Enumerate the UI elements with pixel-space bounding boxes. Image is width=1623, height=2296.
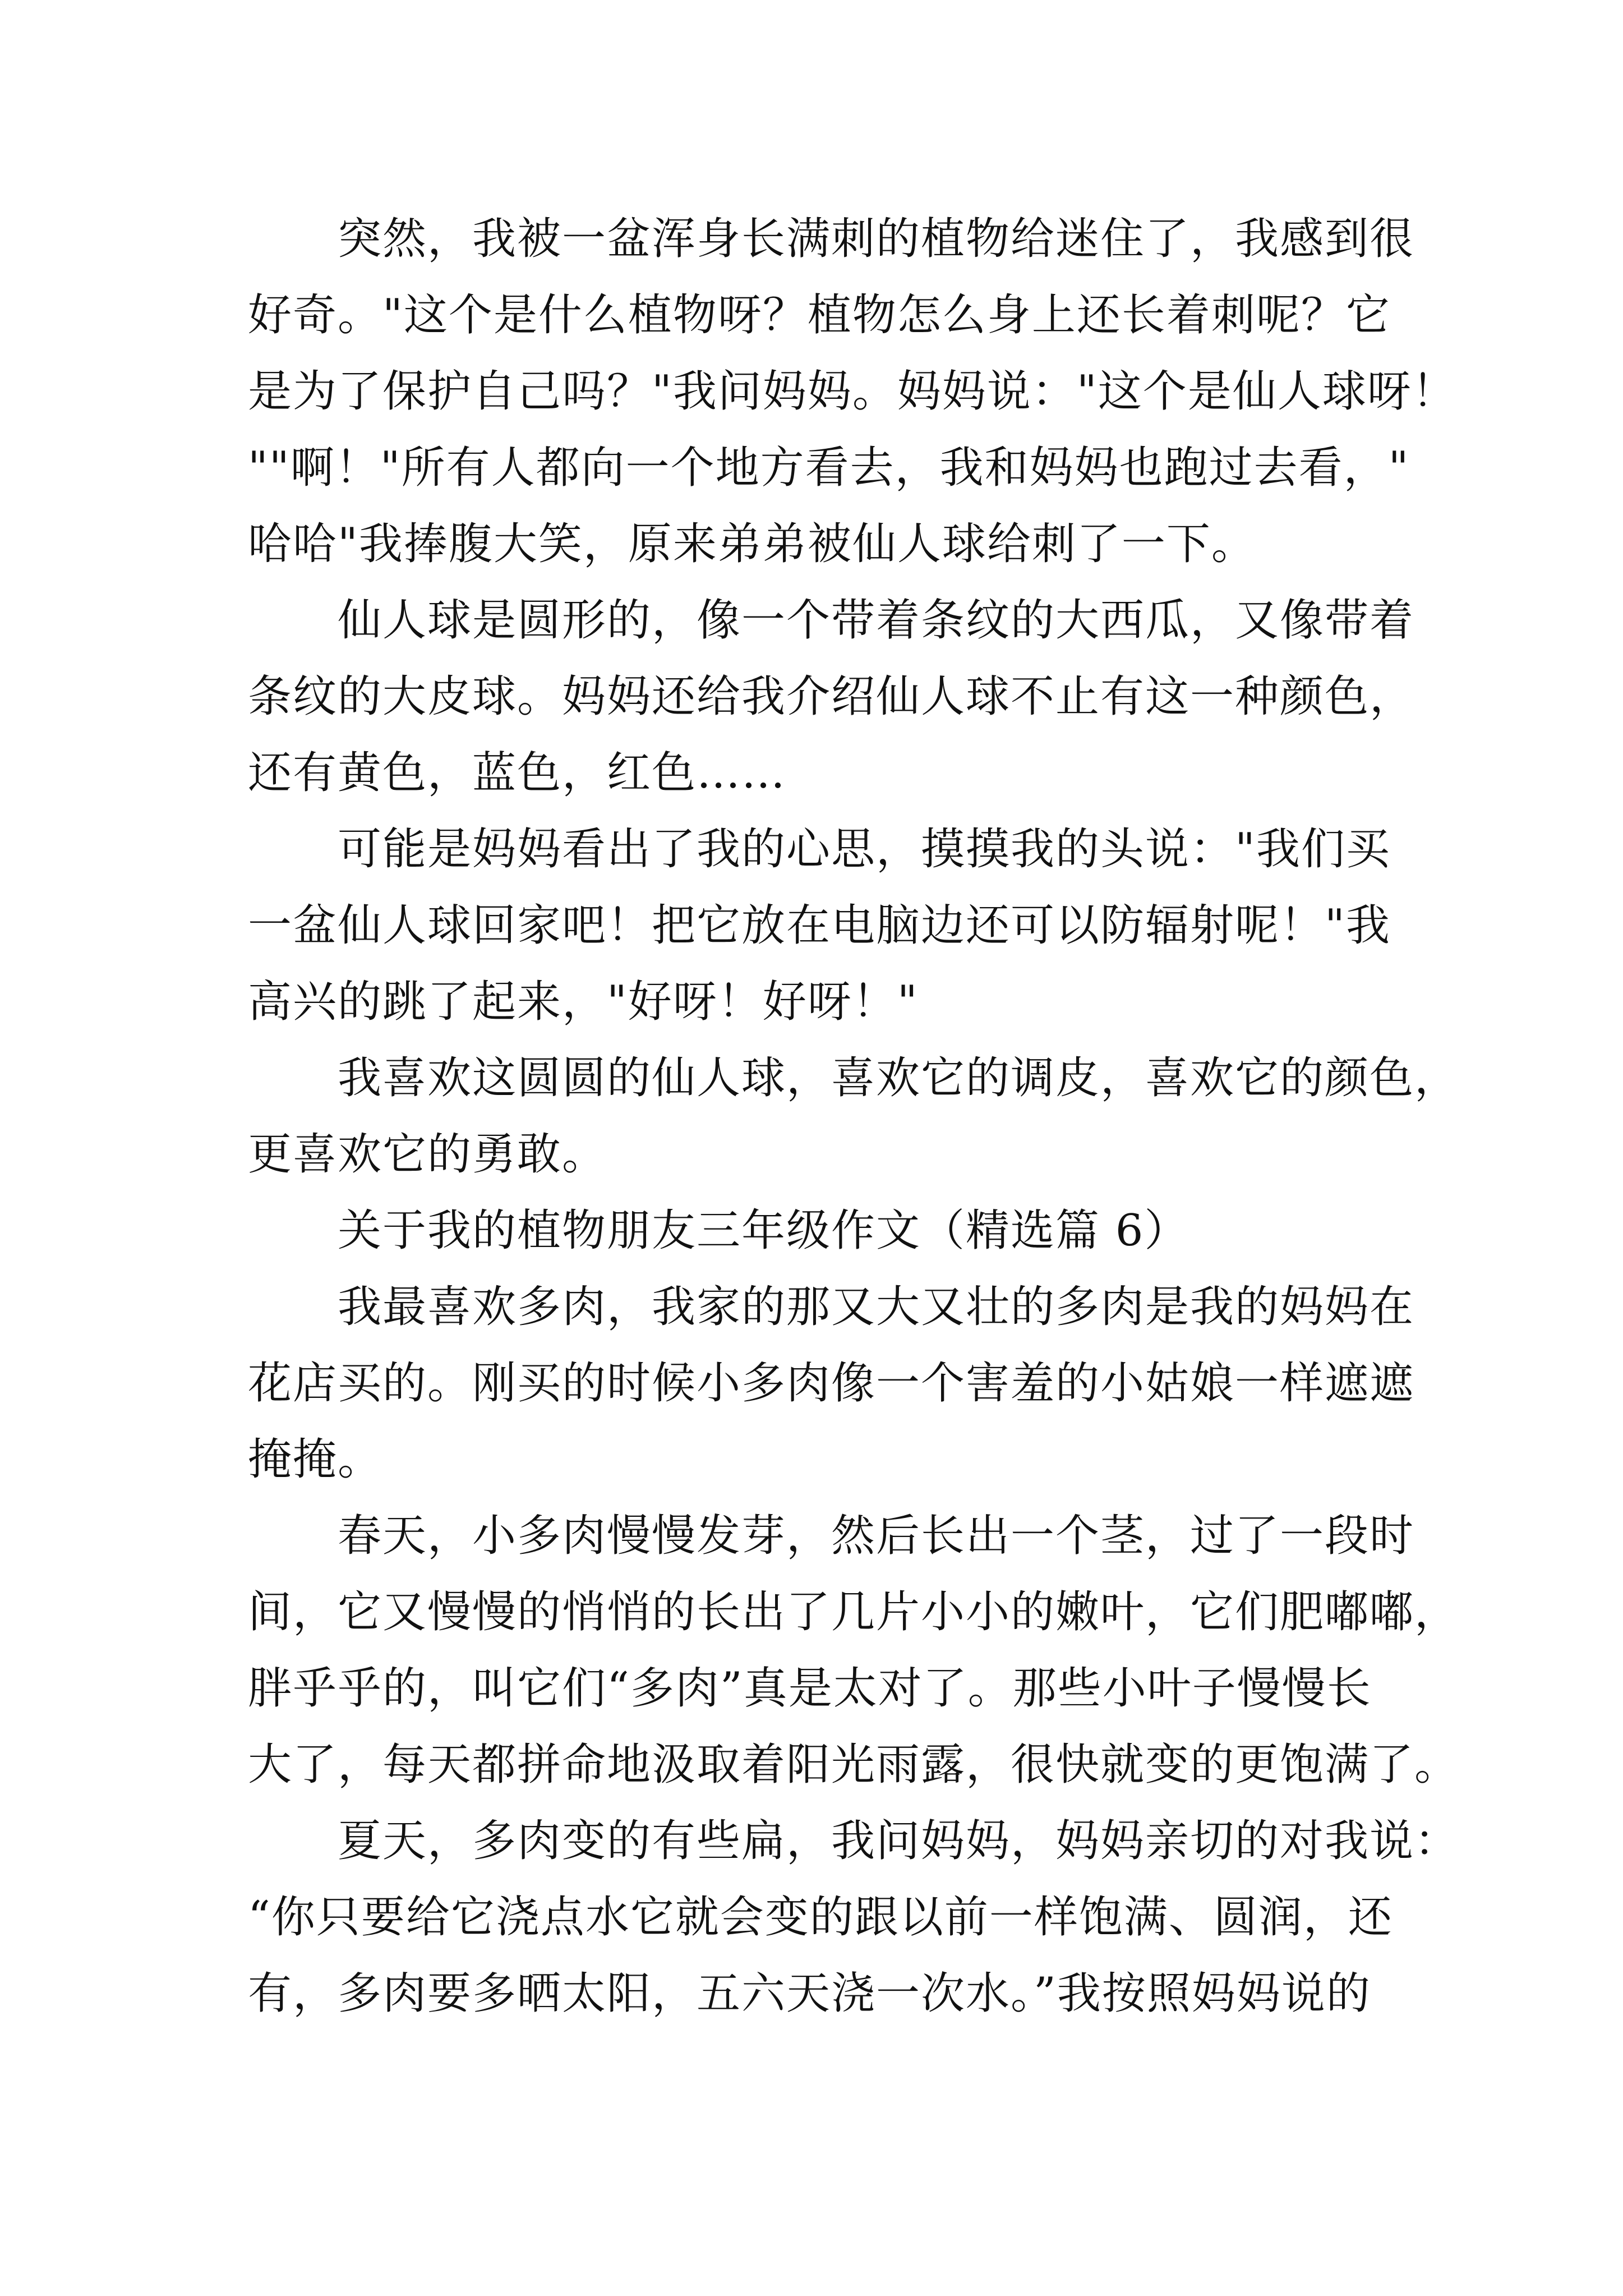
text-line: “你只要给它浇点水它就会变的跟以前一样饱满、圆润，还 xyxy=(248,1892,1393,1943)
text-line: 我最喜欢多肉，我家的那又大又壮的多肉是我的妈妈在 xyxy=(338,1282,1415,1332)
text-line: 好奇。"这个是什么植物呀？植物怎么身上还长着刺呢？它 xyxy=(248,290,1391,341)
section-heading: 关于我的植物朋友三年级作文（精选篇 6） xyxy=(338,1205,1189,1256)
text-line: 有，多肉要多晒太阳，五六天浇一次水。”我按照妈妈说的 xyxy=(248,1968,1371,2019)
text-line: 突然，我被一盆浑身长满刺的植物给迷住了，我感到很 xyxy=(338,214,1415,264)
text-line: 我喜欢这圆圆的仙人球，喜欢它的调皮，喜欢它的颜色， xyxy=(338,1053,1460,1103)
text-line: 大了，每天都拼命地汲取着阳光雨露，很快就变的更饱满了。 xyxy=(248,1740,1460,1790)
text-line: ""啊！"所有人都向一个地方看去，我和妈妈也跑过去看，" xyxy=(248,443,1410,493)
text-line: 可能是妈妈看出了我的心思，摸摸我的头说："我们买 xyxy=(338,824,1391,875)
text-line: 条纹的大皮球。妈妈还给我介绍仙人球不止有这一种颜色， xyxy=(248,671,1415,722)
text-line: 掩掩。 xyxy=(248,1434,383,1485)
text-line: 仙人球是圆形的，像一个带着条纹的大西瓜，又像带着 xyxy=(338,595,1415,646)
text-line: 还有黄色，蓝色，红色…… xyxy=(248,748,787,798)
text-line: 更喜欢它的勇敢。 xyxy=(248,1129,607,1180)
text-line: 间，它又慢慢的悄悄的长出了几片小小的嫩叶，它们肥嘟嘟， xyxy=(248,1587,1460,1637)
text-line: 夏天，多肉变的有些扁，我问妈妈，妈妈亲切的对我说： xyxy=(338,1816,1460,1866)
text-line: 哈哈"我捧腹大笑，原来弟弟被仙人球给刺了一下。 xyxy=(248,519,1256,569)
text-line: 高兴的跳了起来，"好呀！好呀！" xyxy=(248,977,919,1027)
text-line: 春天，小多肉慢慢发芽，然后长出一个茎，过了一段时 xyxy=(338,1511,1415,1561)
document-body xyxy=(248,208,1460,2039)
text-line: 胖乎乎的，叫它们“多肉”真是太对了。那些小叶子慢慢长 xyxy=(248,1663,1372,1714)
text-line: 一盆仙人球回家吧！把它放在电脑边还可以防辐射呢！"我 xyxy=(248,900,1391,951)
text-line: 花店买的。刚买的时候小多肉像一个害羞的小姑娘一样遮遮 xyxy=(248,1358,1415,1409)
text-line: 是为了保护自己吗？"我问妈妈。妈妈说："这个是仙人球呀！ xyxy=(248,366,1457,417)
